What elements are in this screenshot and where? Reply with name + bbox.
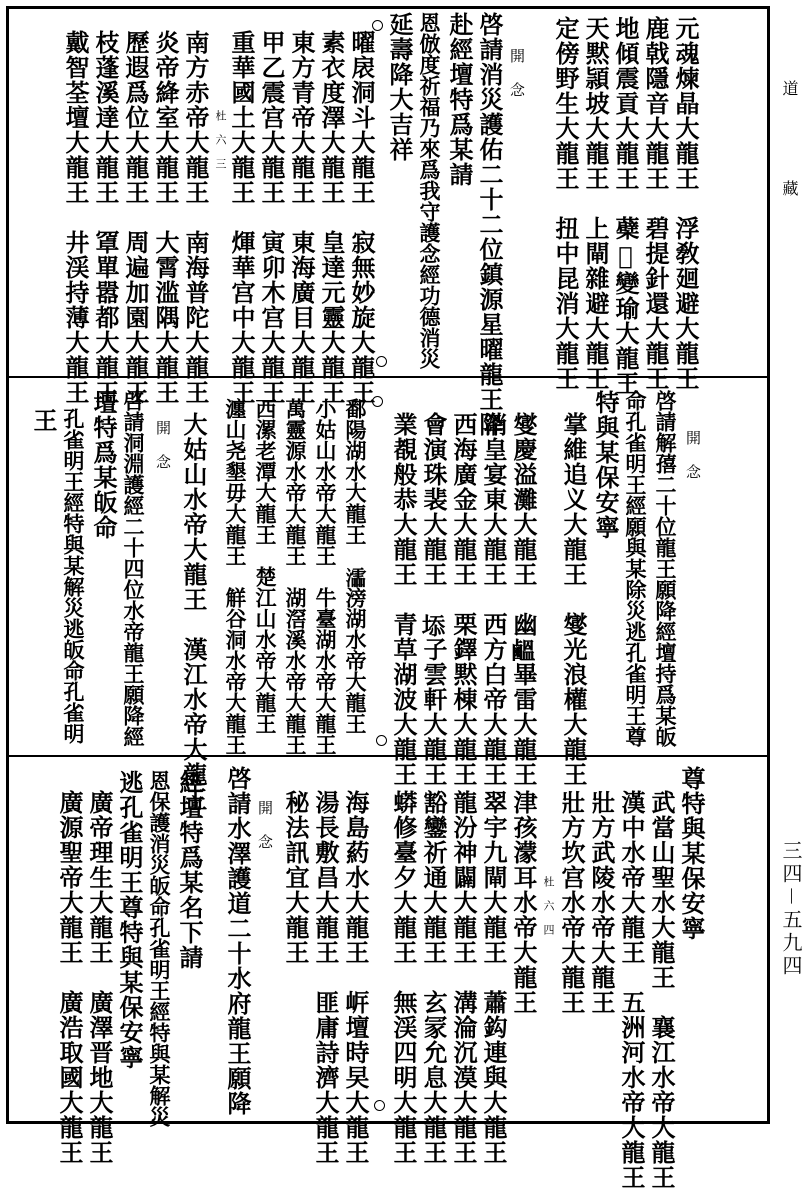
text-column: 啓請解㝆二十位龍王願降經壇持爲某皈 xyxy=(653,390,678,747)
text-column: 孔雀明王經特與某解災逃皈命孔雀明 xyxy=(61,408,86,744)
text-column: 王 xyxy=(29,408,58,433)
text-column: 掌維追义大龍王 燮光浪權大龍王 xyxy=(559,412,588,787)
text-column: 壯方武陵水帝大龍王 xyxy=(587,790,616,1015)
text-column: 燮慶溢灘大龍王 幽𪉸畢雷大龍王 xyxy=(509,412,538,787)
text-column: 豁鑾祈通大龍王 玄冡允息大龍王 xyxy=(419,790,448,1165)
text-column: 啓請水澤護道二十水府龍王願降 xyxy=(223,766,252,1116)
section-label: 開 念 xyxy=(508,48,526,99)
section-label: 開 念 xyxy=(154,420,172,471)
text-column: 地傾震貢大龍王 蘗𦶝變瑜大龍王 xyxy=(611,16,640,396)
text-column: 經壇特爲某名下請 xyxy=(175,770,204,970)
block-marker: 杜 六 三 xyxy=(214,110,227,170)
text-column: 翠宇九閘大龍王 蕭鈎連與大龍王 xyxy=(479,790,508,1165)
text-column: 啓請洞淵護經二十四位水帝龍王願降經 xyxy=(121,390,146,747)
text-column: 秘法訊宜大龍王 xyxy=(281,790,310,965)
text-column: 延壽降大吉祥 xyxy=(385,12,414,162)
section-label: 開 念 xyxy=(256,800,274,851)
text-column: 廣源聖帝大龍王 廣浩取國大龍王 xyxy=(55,790,84,1165)
text-column: 大姑山水帝大龍王 漢江水帝大龍王 xyxy=(179,412,208,812)
text-column: 南方赤帝大龍王 南海普陀大龍王 xyxy=(181,30,210,405)
text-column: 甲乙震宫大龍王 寅卯木宫大龍王 xyxy=(257,30,286,405)
text-column: 元魂煉晶大龍王 浮敎廻避大龍王 xyxy=(671,16,700,391)
circle-mark xyxy=(372,20,383,31)
text-column: 戴智荃壇大龍王 井渓持薄大龍王 xyxy=(61,30,90,405)
text-column: 逃孔雀明王尊特與某保安寧 xyxy=(115,770,144,1070)
text-column: 恩保護消災皈命孔雀明王經特與某解災 xyxy=(147,770,172,1127)
text-column: 小姑山水帝大龍王 牛臺湖水帝大龍王 xyxy=(313,398,338,755)
text-column: 廣帝理生大龍王 廣澤晋地大龍王 xyxy=(85,790,114,1165)
section-label: 開 念 xyxy=(684,430,702,481)
text-column: 歷遐爲位大龍王 周遍加園大龍王 xyxy=(121,30,150,405)
text-column: 恩倣度祈福乃來爲我守護念經功德消災 xyxy=(417,12,442,369)
text-column: 湯長敷昌大龍王 匪庸詩濟大龍王 xyxy=(311,790,340,1165)
text-column: 海島葯水大龍王 㟁壇時旲大龍王 xyxy=(341,790,370,1165)
text-column: 蟒修臺夕大龍王 無渓四明大龍王 xyxy=(389,790,418,1165)
page-number: 三四－五九四 xyxy=(779,840,803,978)
text-column: 曜扆洞斗大龍王 寂無妙旋大龍王 xyxy=(347,30,376,405)
text-column: 壯方坎宫水帝大龍王 xyxy=(557,790,586,1015)
circle-mark xyxy=(372,396,383,407)
text-column: 壇特爲某皈命 xyxy=(89,390,118,540)
circle-mark xyxy=(374,1100,385,1111)
text-column: 赴經壇特爲某請 xyxy=(445,12,474,187)
text-column: 定傍野生大龍王 扭中昆消大龍王 xyxy=(551,16,580,391)
collection-title: 道 藏 xyxy=(780,80,799,230)
text-column: 津孩濛耳水帝大龍王 xyxy=(509,790,538,1015)
text-column: 天黙頴坡大龍王 上閘雜避大龍王 xyxy=(581,16,610,391)
text-column: 西漯老潭大龍王 楚江山水帝大龍王 xyxy=(253,398,278,734)
text-column: 素衣度澤大龍王 皇達元靈大龍王 xyxy=(317,30,346,405)
text-column: 啓請消災護佑二十二位鎮源星曜龍王降 xyxy=(475,12,504,437)
text-column: 漢中水帝大龍王 五洲河水帝大龍王 xyxy=(617,790,646,1190)
text-column: 瀍山尧墾毋大龍王 觧谷洞水帝大龍王 xyxy=(223,398,248,755)
text-column: 消皇宴東大龍王 西方白帝大龍王 xyxy=(479,412,508,787)
text-column: 特與某保安寧 xyxy=(591,390,620,540)
circle-mark xyxy=(376,735,387,746)
text-column: 萬靈源水帝大龍王 湖滘溪水帝大龍王 xyxy=(283,398,308,755)
text-column: 東方青帝大龍王 東海廣目大龍王 xyxy=(287,30,316,405)
text-column: 枝蓬溪達大龍王 𦋐單嚣都大龍王 xyxy=(91,30,120,405)
text-column: 鹿戟隱音大龍王 碧提針還大龍王 xyxy=(641,16,670,391)
text-column: 炎帝絳室大龍王 大霄滥隅大龍王 xyxy=(151,30,180,405)
text-column: 命孔雀明王經願與某除災逃孔雀明王尊 xyxy=(623,390,648,747)
text-column: 業覩般恭大龍王 青草湖波大龍王 xyxy=(389,412,418,787)
text-column: 尊特與某保安寧 xyxy=(677,766,706,941)
text-column: 武當山聖水大龍王 襄江水帝大龍王 xyxy=(647,790,676,1190)
text-column: 西海廣金大龍王 栗鐸黙棟大龍王 xyxy=(449,412,478,787)
block-marker: 杜 六 四 xyxy=(542,876,555,936)
text-column: 會演珠裴大龍王 𡍞子雲軒大龍王 xyxy=(419,412,448,787)
text-column: 鄱陽湖水大龍王 𤃩滂湖水帝大龍王 xyxy=(343,398,368,734)
text-column: 龍汾神闢大龍王 溝淪沉漠大龍王 xyxy=(449,790,478,1165)
text-column: 重華國土大龍王 煇華宫中大龍王 xyxy=(227,30,256,405)
circle-mark xyxy=(376,356,387,367)
